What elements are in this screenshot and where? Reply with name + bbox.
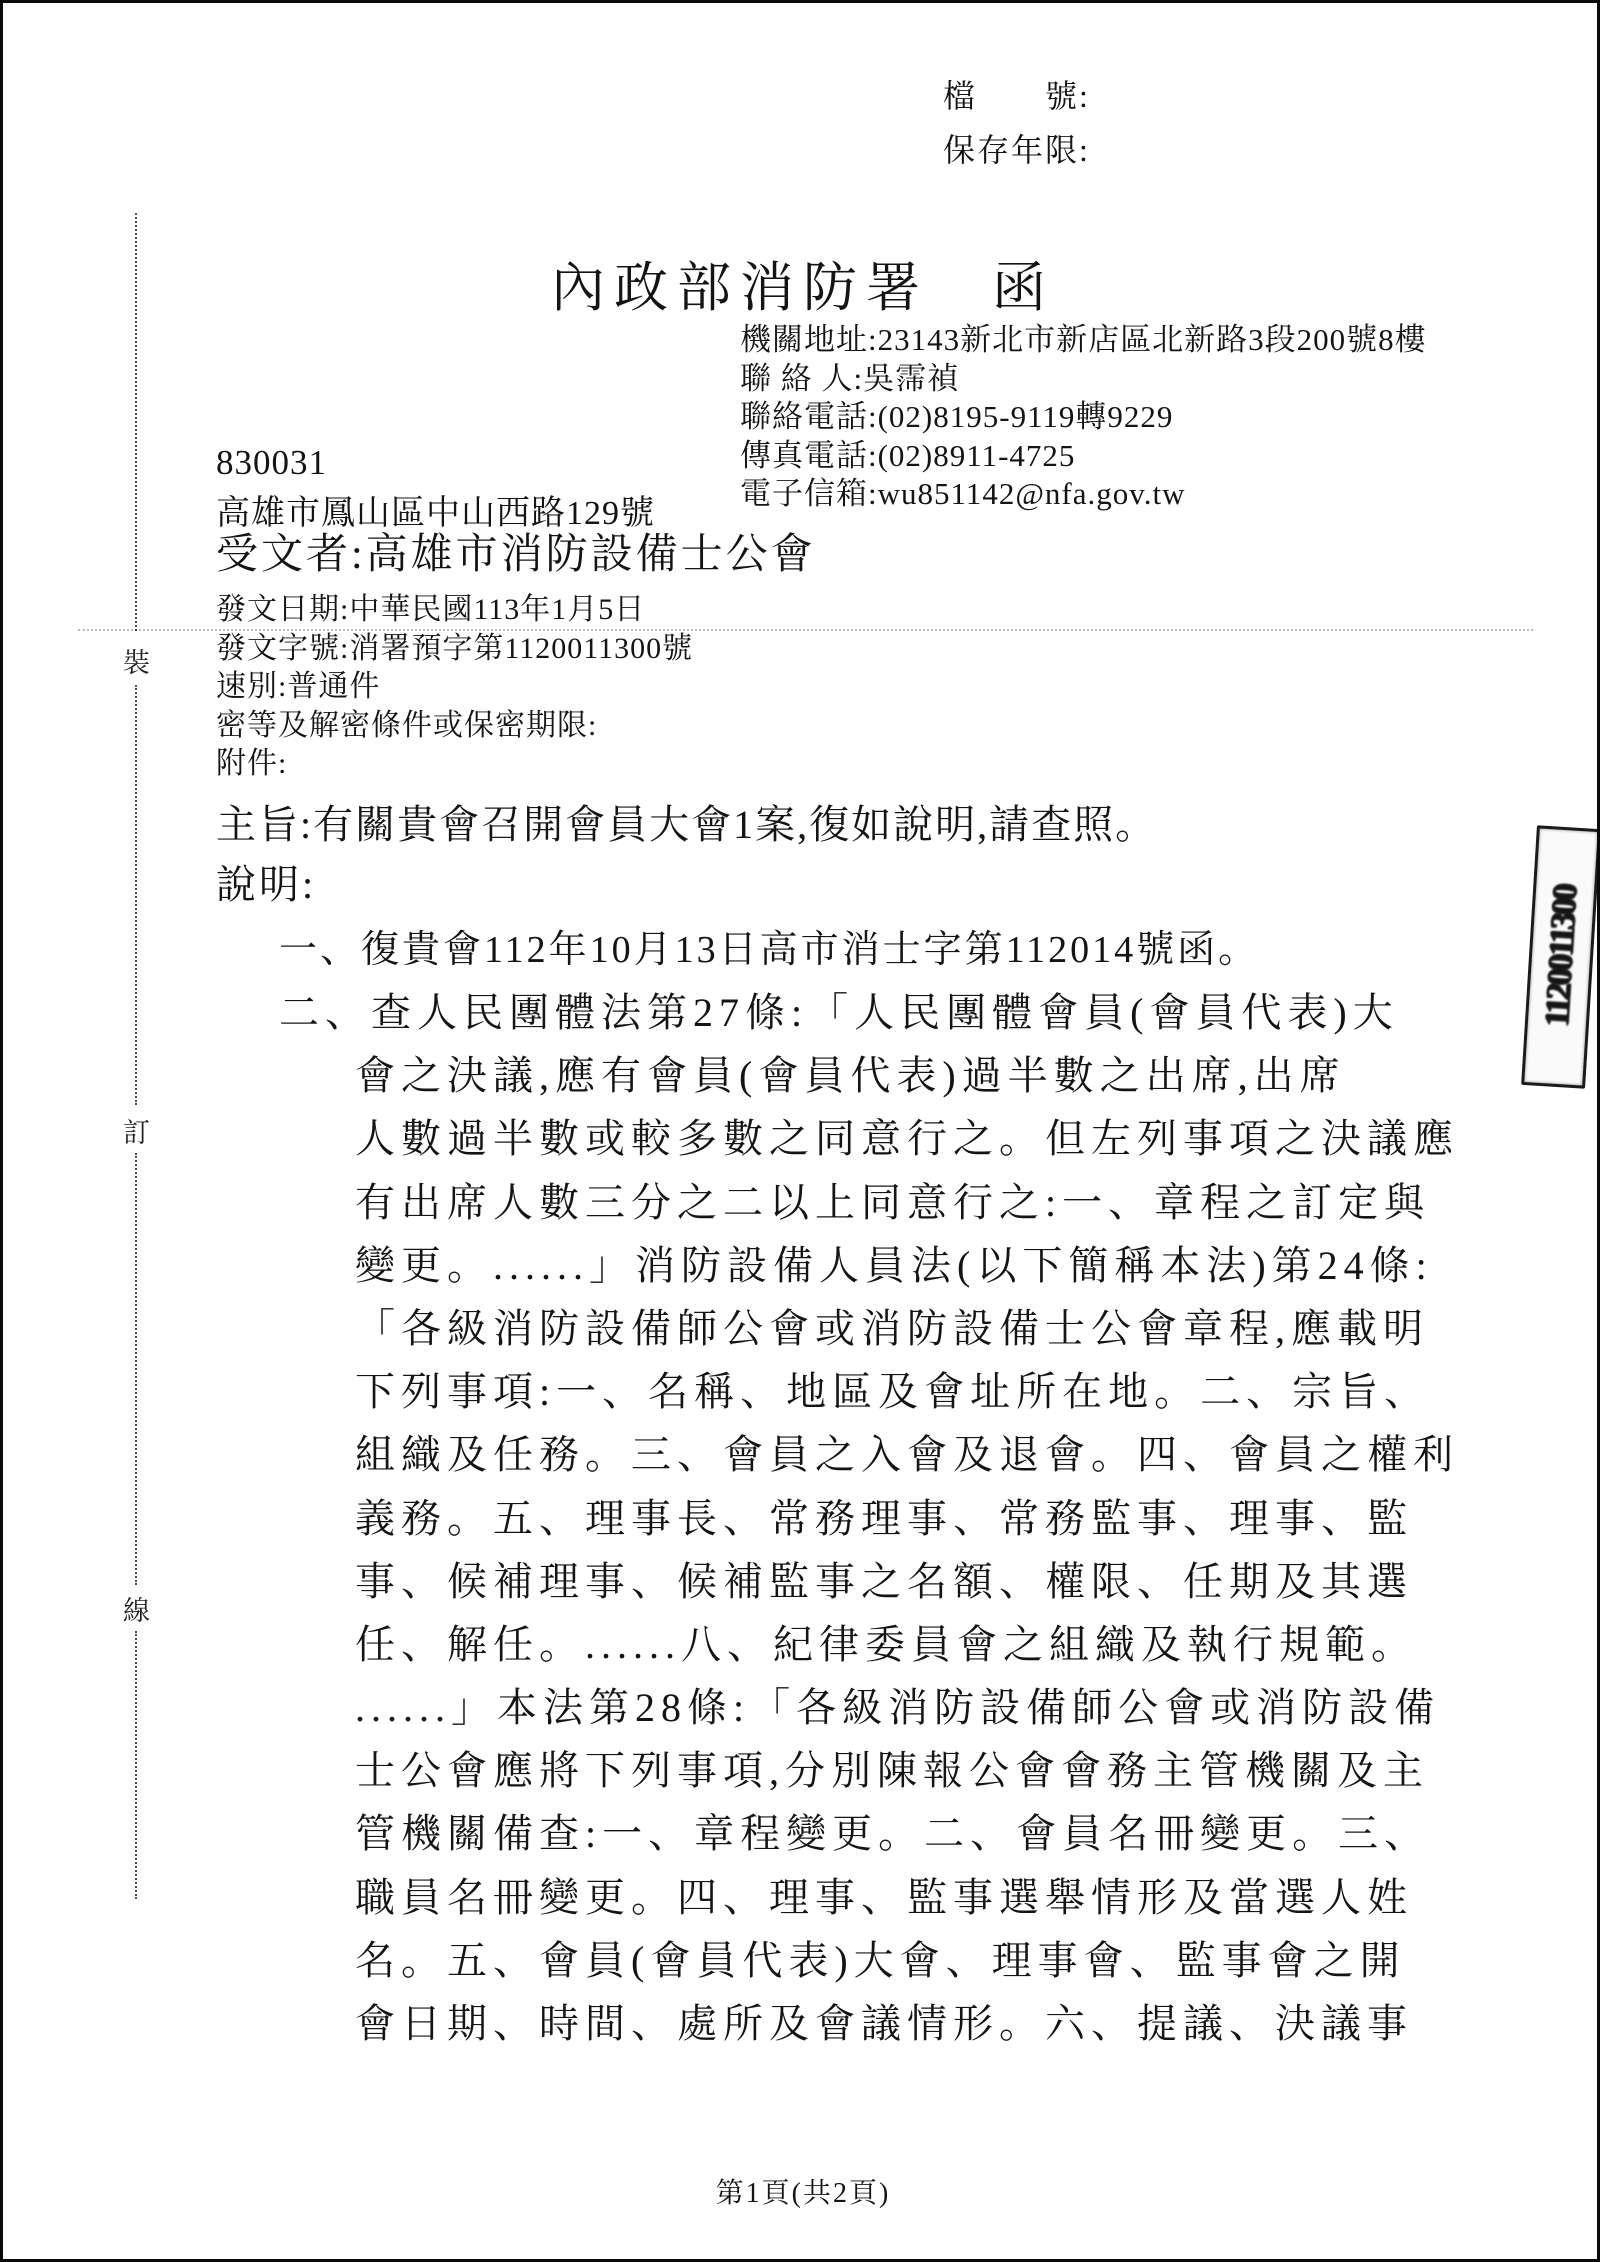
binding-dotted-line [135,1153,137,1585]
body-line: 人數過半數或較多數之同意行之。但左列事項之決議應 [355,1116,1459,1162]
file-number-label: 檔 號: [943,78,1090,114]
body-line: 任、解任。......八、紀律委員會之組織及執行規範。 [355,1621,1417,1667]
page-number-footer: 第1頁(共2頁) [715,2178,891,2209]
security-class-line: 密等及解密條件或保密期限: [216,708,598,742]
body-line: 有出席人數三分之二以上同意行之:一、章程之訂定與 [355,1179,1431,1225]
body-line: 變更。......」消防設備人員法(以下簡稱本法)第24條: [355,1242,1433,1288]
subject-line: 主旨:有關貴會召開會員大會1案,復如說明,請查照。 [216,802,1158,847]
body-line: 下列事項:一、名稱、地區及會址所在地。二、宗旨、 [355,1369,1431,1415]
speed-class-line: 速別:普通件 [216,670,381,703]
body-line: 義務。五、理事長、常務理事、常務監事、理事、監 [355,1495,1413,1541]
binding-mark-zhuang: 裝 [123,648,150,678]
body-line: 事、候補理事、候補監事之名額、權限、任期及其選 [355,1558,1413,1604]
body-line: 會日期、時間、處所及會議情形。六、提議、決議事 [355,2001,1413,2046]
fax-line: 傳真電話:(02)8911-4725 [740,437,1076,473]
body-line: 會之決議,應有會員(會員代表)過半數之出席,出席 [355,1053,1346,1099]
binding-dotted-line [135,213,137,631]
issue-date-line: 發文日期:中華民國113年1月5日 [216,593,646,626]
document-title: 內政部消防署 函 [551,258,1055,318]
body-line: 管機關備查:一、章程變更。二、會員名冊變更。三、 [355,1811,1431,1857]
binding-mark-xian: 線 [123,1596,150,1626]
recipient-line: 受文者:高雄市消防設備士公會 [216,532,816,578]
document-meta-block [216,591,693,784]
body-line: 二、查人民團體法第27條:「人民團體會員(會員代表)大 [279,990,1399,1035]
body-line: 「各級消防設備師公會或消防設備士公會章程,應載明 [355,1305,1429,1351]
body-line: 名。五、會員(會員代表)大會、理事會、監事會之開 [355,1937,1406,1983]
body-line: 職員名冊變更。四、理事、監事選舉情形及當選人姓 [355,1874,1413,1920]
recipient-zip: 830031 [216,443,327,482]
agency-address-line: 機關地址:23143新北市新店區北新路3段200號8樓 [740,322,1427,357]
explanation-label: 說明: [216,862,317,907]
body-line: ......」本法第28條:「各級消防設備師公會或消防設備 [355,1685,1441,1731]
recipient-street-address: 高雄市鳳山區中山西路129號 [216,495,655,532]
contact-phone-line: 聯絡電話:(02)8195-9119轉9229 [740,399,1174,434]
binding-mark-ding: 訂 [123,1118,150,1148]
received-stamp [1521,825,1600,1088]
email-line: 電子信箱:wu851142@nfa.gov.tw [740,476,1186,511]
body-line: 士公會應將下列事項,分別陳報公會會務主管機關及主 [355,1748,1429,1794]
retention-period-label: 保存年限: [943,132,1090,168]
doc-number-line: 發文字號:消署預字第1120011300號 [216,631,694,665]
list-item-1: 一、復貴會112年10月13日高市消士字第112014號函。 [279,929,1260,971]
scan-artifact-dotted-line [78,629,1533,631]
body-line: 組織及任務。三、會員之入會及退會。四、會員之權利 [355,1432,1459,1478]
binding-dotted-line [135,685,137,1105]
contact-block [740,321,1427,514]
list-item-2 [279,981,1489,2055]
attachment-line: 附件: [216,747,288,780]
stamp-number: 1120011300 [1536,885,1585,1029]
binding-dotted-line [135,1631,137,1899]
contact-person-line: 聯 絡 人:吳霈禎 [740,360,960,396]
